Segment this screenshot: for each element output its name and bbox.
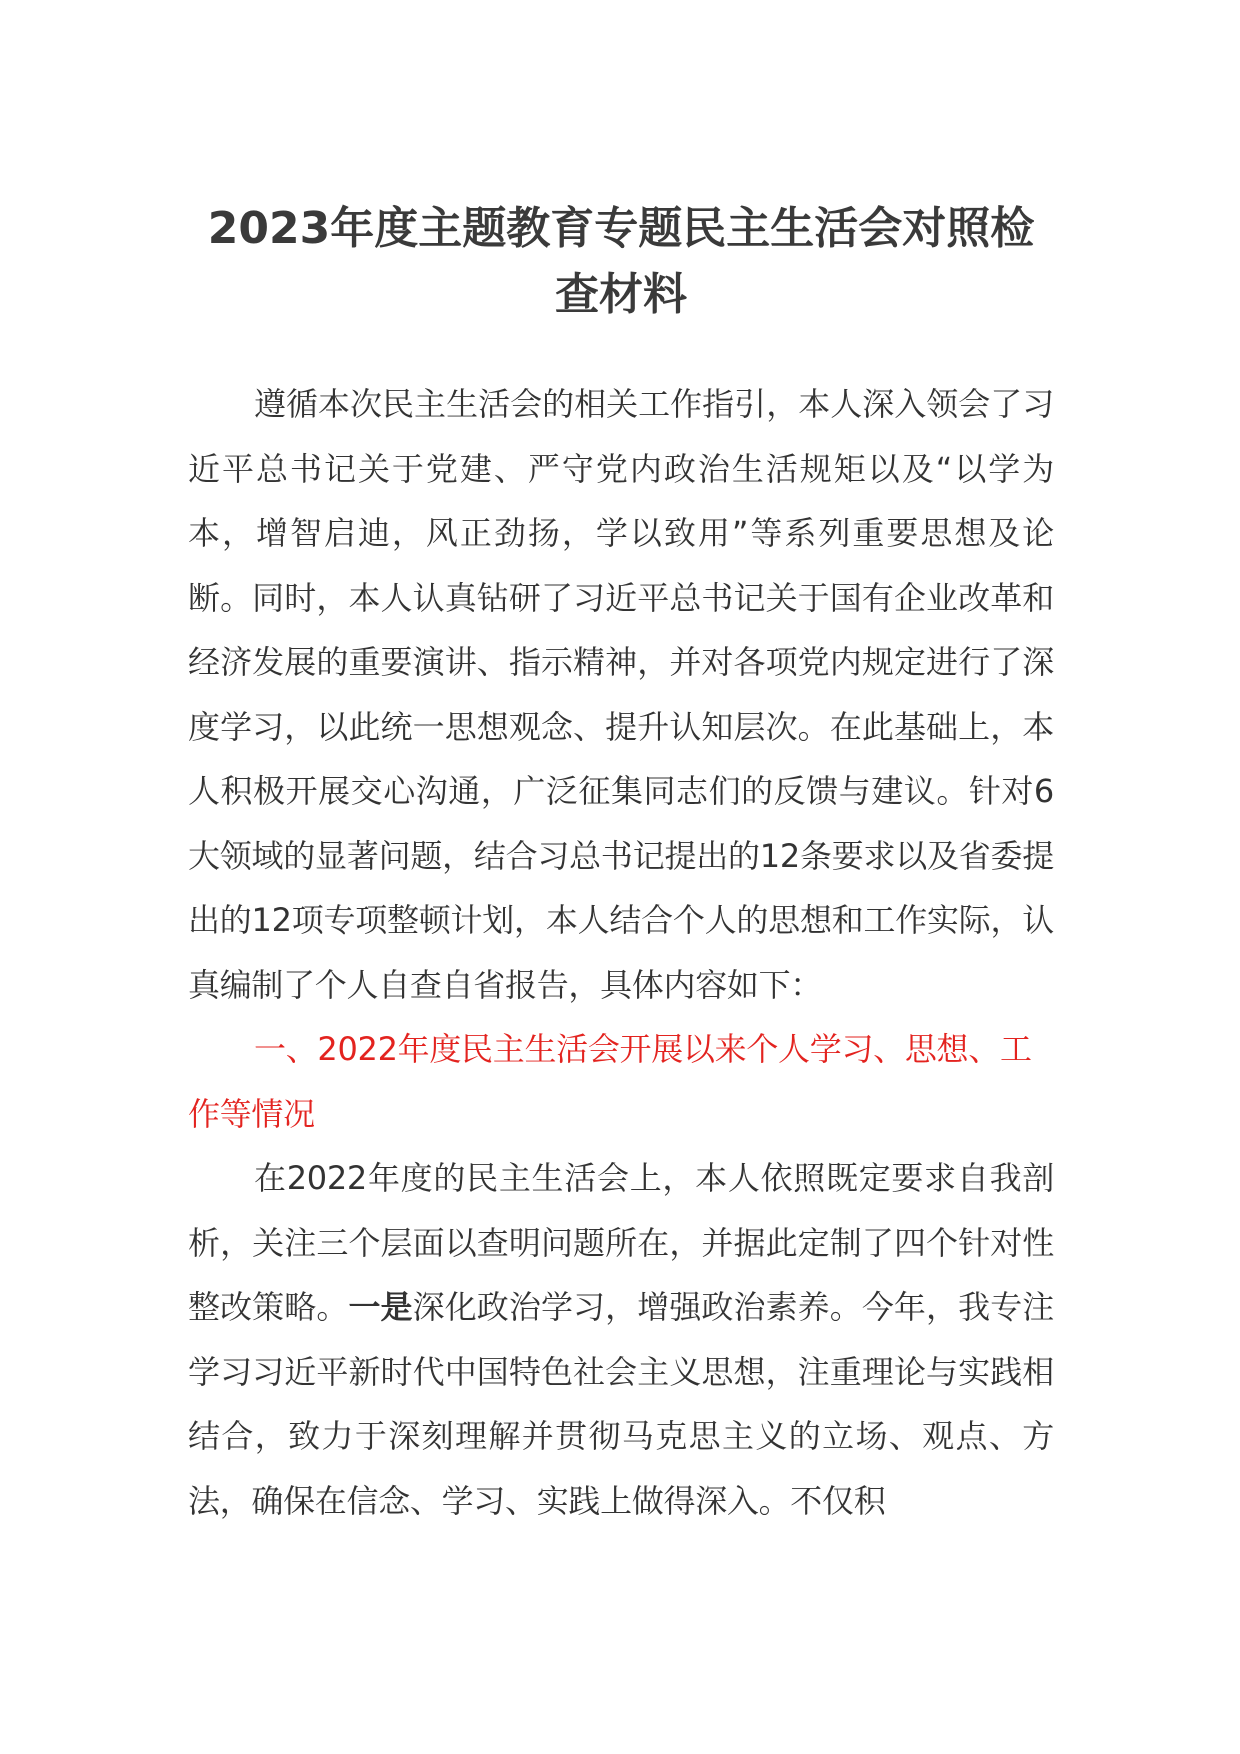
section-1-paragraph-rest: 深化政治学习，增强政治素养。今年，我专注学习习近平新时代中国特色社会主义思想，注重理论与实践相结合，致力于深刻理解并贯彻马克思主义的立场、观点、方法，确保在信念、学习、实践上做得深入。不仅积 xyxy=(188,1288,1054,1520)
document-title: 2023年度主题教育专题民主生活会对照检查材料 xyxy=(207,203,1035,320)
section-1-paragraph-start: 在2022年度的民主生活会上，本人依照既定要求自我剖析，关注三个层面以查明问题所在，并据此定制了四个针对性整改策略。 xyxy=(188,1159,1054,1326)
section-1-bold-marker: 一是 xyxy=(348,1288,413,1326)
section-1-heading: 一、2022年度民主生活会开展以来个人学习、思想、工作等情况 xyxy=(188,1030,1032,1133)
document-page xyxy=(188,196,1054,1533)
section-1-paragraph xyxy=(188,1146,1054,1533)
intro-paragraph: 遵循本次民主生活会的相关工作指引，本人深入领会了习近平总书记关于党建、严守党内政治生活规矩以及“以学为本，增智启迪，风正劲扬，学以致用”等系列重要思想及论断。同时，本人认真钻研了习近平总书记关于国有企业改革和经济发展的重要演讲、指示精神，并对各项党内规定进行了深度学习，以此统一思想观念、提升认知层次。在此基础上，本人积极开展交心沟通，广泛征集同志们的反馈与建议。针对6大领域的显著问题，结合习总书记提出的12条要求以及省委提出的12项专项整顿计划，本人结合个人的思想和工作实际，认真编制了个人自查自省报告，具体内容如下： xyxy=(188,385,1054,1004)
